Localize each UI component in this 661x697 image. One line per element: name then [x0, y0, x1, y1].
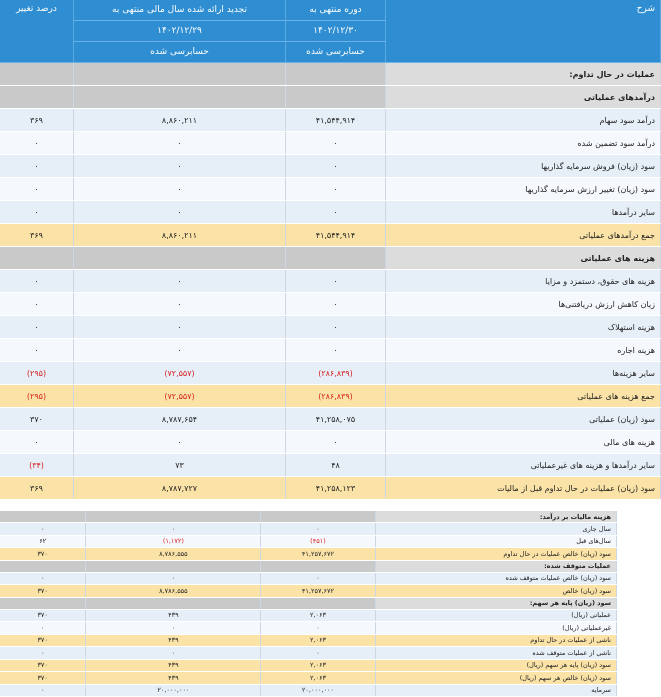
- restated-value: ۰: [74, 316, 286, 339]
- row-label: ناشی از عملیات در حال تداوم: [375, 634, 617, 647]
- row-label: سود (زیان) خالص هر سهم (ریال): [375, 672, 617, 685]
- period-end-value: ۰: [261, 622, 375, 635]
- period-end-value: ۰: [286, 293, 386, 316]
- header-restated-status: حسابرسی شده: [74, 41, 286, 62]
- table-row: [0, 293, 661, 316]
- table-row: [0, 339, 661, 362]
- pct-change-value: ۳۷۰: [0, 548, 86, 561]
- period-end-value: ۰: [286, 201, 386, 224]
- restated-value: ۴۳۹: [86, 659, 261, 672]
- period-end-value: ۰: [286, 316, 386, 339]
- period-end-value: ۴۱,۵۴۴,۹۱۴: [286, 109, 386, 132]
- header-description: شرح: [386, 0, 661, 63]
- restated-value: ۸,۷۸۶,۵۵۵: [86, 585, 261, 598]
- restated-value: ۸,۸۶۰,۲۱۱: [74, 109, 286, 132]
- period-end-value: ۰: [261, 572, 375, 585]
- row-label: هزینه مالیات بر درآمد:: [375, 511, 617, 523]
- pct-change-value: ۳۷۰: [0, 609, 86, 622]
- pct-change-value: ۰: [0, 572, 86, 585]
- restated-value: ۰: [74, 201, 286, 224]
- total-row: [0, 634, 617, 647]
- period-end-value: ۴۱,۵۴۴,۹۱۴: [286, 224, 386, 247]
- pct-change-value: [0, 597, 86, 609]
- pct-change-value: [0, 511, 86, 523]
- row-label: عملیات متوقف شده:: [375, 560, 617, 572]
- table-row: [0, 647, 617, 660]
- row-label: زیان کاهش ارزش دریافتنی‌ها: [386, 293, 661, 316]
- table-row: [0, 316, 661, 339]
- table-row: [0, 178, 661, 201]
- pct-change-value: ۰: [0, 316, 74, 339]
- pct-change-value: ۰: [0, 201, 74, 224]
- pct-change-value: (۳۴): [0, 454, 74, 477]
- period-end-value: [261, 560, 375, 572]
- pct-change-value: [0, 560, 86, 572]
- restated-value: [74, 247, 286, 270]
- row-label: هزینه اجاره: [386, 339, 661, 362]
- pct-change-value: ۰: [0, 293, 74, 316]
- row-label: عملیات در حال تداوم:: [386, 63, 661, 86]
- restated-value: (۱,۱۷۲): [86, 535, 261, 548]
- table-row: [0, 362, 661, 385]
- table-row: [0, 572, 617, 585]
- total-row: [0, 548, 617, 561]
- table-row: [0, 109, 661, 132]
- row-label: درآمدهای عملیاتی: [386, 86, 661, 109]
- pct-change-value: ۳۷۰: [0, 659, 86, 672]
- period-end-value: ۰: [286, 178, 386, 201]
- total-row: [0, 385, 661, 408]
- period-end-value: ۲,۰۶۳: [261, 609, 375, 622]
- restated-value: ۲۰,۰۰۰,۰۰۰: [86, 684, 261, 697]
- section-row: [0, 597, 617, 609]
- row-label: هزینه های مالی: [386, 431, 661, 454]
- table-row: [0, 684, 617, 697]
- restated-value: ۰: [74, 178, 286, 201]
- period-end-value: [261, 597, 375, 609]
- period-end-value: ۴۱,۲۵۷,۶۷۲: [261, 585, 375, 598]
- section-row: [0, 247, 661, 270]
- pct-change-value: ۰: [0, 523, 86, 536]
- period-end-value: ۲,۰۶۳: [261, 672, 375, 685]
- restated-value: ۰: [74, 132, 286, 155]
- period-end-value: (۲۸۶,۸۳۹): [286, 385, 386, 408]
- row-label: جمع درآمدهای عملیاتی: [386, 224, 661, 247]
- period-end-value: ۴۱,۲۵۸,۱۲۳: [286, 477, 386, 500]
- period-end-value: ۲,۰۶۳: [261, 659, 375, 672]
- total-row: [0, 477, 661, 500]
- pct-change-value: ۰: [0, 155, 74, 178]
- row-label: سود (زیان) خالص عملیات متوقف شده: [375, 572, 617, 585]
- header-period-end-date: ۱۴۰۲/۱۲/۳۰: [286, 20, 386, 41]
- restated-value: ۰: [86, 622, 261, 635]
- total-row: [0, 659, 617, 672]
- row-label: جمع هزینه های عملیاتی: [386, 385, 661, 408]
- table-row: [0, 535, 617, 548]
- period-end-value: [261, 511, 375, 523]
- pct-change-value: ۳۷۰: [0, 408, 74, 431]
- header-period-end-status: حسابرسی شده: [286, 41, 386, 62]
- row-label: سود (زیان) تغییر ارزش سرمایه گذاریها: [386, 178, 661, 201]
- pct-change-value: ۰: [0, 339, 74, 362]
- restated-value: ۷۳: [74, 454, 286, 477]
- restated-value: ۰: [74, 270, 286, 293]
- row-label: سود (زیان) پایه هر سهم (ریال): [375, 659, 617, 672]
- table-row: [0, 132, 661, 155]
- period-end-value: [286, 63, 386, 86]
- period-end-value: ۰: [286, 270, 386, 293]
- pct-change-value: ۰: [0, 622, 86, 635]
- restated-value: ۸,۷۸۷,۷۲۷: [74, 477, 286, 500]
- section-row: [0, 511, 617, 523]
- restated-value: ۰: [86, 523, 261, 536]
- period-end-value: (۲۸۶,۸۳۹): [286, 362, 386, 385]
- period-end-value: ۴۱,۲۵۸,۰۷۵: [286, 408, 386, 431]
- table-row: [0, 201, 661, 224]
- pct-change-value: (۲۹۵): [0, 362, 74, 385]
- row-label: سود (زیان) خالص: [375, 585, 617, 598]
- restated-value: (۷۲,۵۵۷): [74, 362, 286, 385]
- restated-value: ۰: [74, 339, 286, 362]
- pct-change-value: ۳۶۹: [0, 109, 74, 132]
- row-label: غیرعملیاتی (ریال): [375, 622, 617, 635]
- header-period-end: دوره منتهی به: [286, 0, 386, 20]
- row-label: عملیاتی (ریال): [375, 609, 617, 622]
- restated-value: [86, 597, 261, 609]
- pct-change-value: ۰: [0, 647, 86, 660]
- restated-value: [86, 560, 261, 572]
- pct-change-value: (۲۹۵): [0, 385, 74, 408]
- table-row: [0, 431, 661, 454]
- row-label: سایر درآمدها و هزینه های غیرعملیاتی: [386, 454, 661, 477]
- restated-value: [86, 511, 261, 523]
- restated-value: [74, 86, 286, 109]
- restated-value: [74, 63, 286, 86]
- period-end-value: [286, 86, 386, 109]
- period-end-value: (۴۵۱): [261, 535, 375, 548]
- period-end-value: ۰: [261, 647, 375, 660]
- pct-change-value: ۰: [0, 270, 74, 293]
- pct-change-value: [0, 63, 74, 86]
- pct-change-value: ۶۲: [0, 535, 86, 548]
- restated-value: ۰: [86, 647, 261, 660]
- table-gap: [0, 500, 617, 511]
- restated-value: ۸,۸۶۰,۲۱۱: [74, 224, 286, 247]
- total-row: [0, 672, 617, 685]
- row-label: سود (زیان) عملیاتی: [386, 408, 661, 431]
- row-label: سود (زیان) پایه هر سهم:: [375, 597, 617, 609]
- table-row: [0, 622, 617, 635]
- section-row: [0, 86, 661, 109]
- pct-change-value: ۳۶۹: [0, 477, 74, 500]
- row-label: هزینه استهلاک: [386, 316, 661, 339]
- pct-change-value: ۰: [0, 431, 74, 454]
- pct-change-value: ۰: [0, 132, 74, 155]
- table-row: [0, 155, 661, 178]
- row-label: ناشی از عملیات متوقف شده: [375, 647, 617, 660]
- table-row: [0, 270, 661, 293]
- row-label: سود (زیان) خالص عملیات در حال تداوم: [375, 548, 617, 561]
- table-row: [0, 609, 617, 622]
- total-row: [0, 224, 661, 247]
- total-row: [0, 585, 617, 598]
- restated-value: ۸,۷۸۶,۵۵۵: [86, 548, 261, 561]
- restated-value: ۰: [74, 293, 286, 316]
- pct-change-value: ۳۷۰: [0, 585, 86, 598]
- table-row: [0, 523, 617, 536]
- restated-value: ۰: [86, 572, 261, 585]
- header-row: [0, 0, 661, 20]
- period-end-value: ۰: [286, 132, 386, 155]
- row-label: درآمد سود سهام: [386, 109, 661, 132]
- header-restated-date: ۱۴۰۲/۱۲/۲۹: [74, 20, 286, 41]
- period-end-value: ۴۸: [286, 454, 386, 477]
- pct-change-value: ۳۷۰: [0, 634, 86, 647]
- table-row: [0, 408, 661, 431]
- pct-change-value: ۰: [0, 684, 86, 697]
- row-label: سال‌های قبل: [375, 535, 617, 548]
- header-pct-change: درصد تغییر: [0, 0, 74, 63]
- row-label: سایر درآمدها: [386, 201, 661, 224]
- period-end-value: ۲۰,۰۰۰,۰۰۰: [261, 684, 375, 697]
- period-end-value: ۲,۰۶۳: [261, 634, 375, 647]
- restated-value: ۴۳۹: [86, 634, 261, 647]
- period-end-value: ۰: [286, 431, 386, 454]
- table-row: [0, 454, 661, 477]
- row-label: سود (زیان) عملیات در حال تداوم قبل از مالیات: [386, 477, 661, 500]
- pct-change-value: ۳۷۰: [0, 672, 86, 685]
- pct-change-value: ۳۶۹: [0, 224, 74, 247]
- section-row: [0, 560, 617, 572]
- header-restated: تجدید ارائه شده سال مالی منتهی به: [74, 0, 286, 20]
- restated-value: ۰: [74, 155, 286, 178]
- restated-value: ۴۳۹: [86, 609, 261, 622]
- row-label: درآمد سود تضمین شده: [386, 132, 661, 155]
- period-end-value: ۰: [286, 339, 386, 362]
- row-label: هزینه های عملیاتی: [386, 247, 661, 270]
- pct-change-value: [0, 86, 74, 109]
- period-end-value: ۰: [286, 155, 386, 178]
- restated-value: ۸,۷۸۷,۶۵۴: [74, 408, 286, 431]
- restated-value: ۰: [74, 431, 286, 454]
- tax-eps-table: [0, 511, 617, 697]
- row-label: سایر هزینه‌ها: [386, 362, 661, 385]
- period-end-value: ۰: [261, 523, 375, 536]
- row-label: سرمایه: [375, 684, 617, 697]
- row-label: سال جاری: [375, 523, 617, 536]
- section-row: [0, 63, 661, 86]
- restated-value: (۷۲,۵۵۷): [74, 385, 286, 408]
- period-end-value: [286, 247, 386, 270]
- pct-change-value: ۰: [0, 178, 74, 201]
- pct-change-value: [0, 247, 74, 270]
- row-label: سود (زیان) فروش سرمایه گذاریها: [386, 155, 661, 178]
- row-label: هزینه های حقوق، دستمزد و مزایا: [386, 270, 661, 293]
- period-end-value: ۴۱,۲۵۷,۶۷۲: [261, 548, 375, 561]
- restated-value: ۴۳۹: [86, 672, 261, 685]
